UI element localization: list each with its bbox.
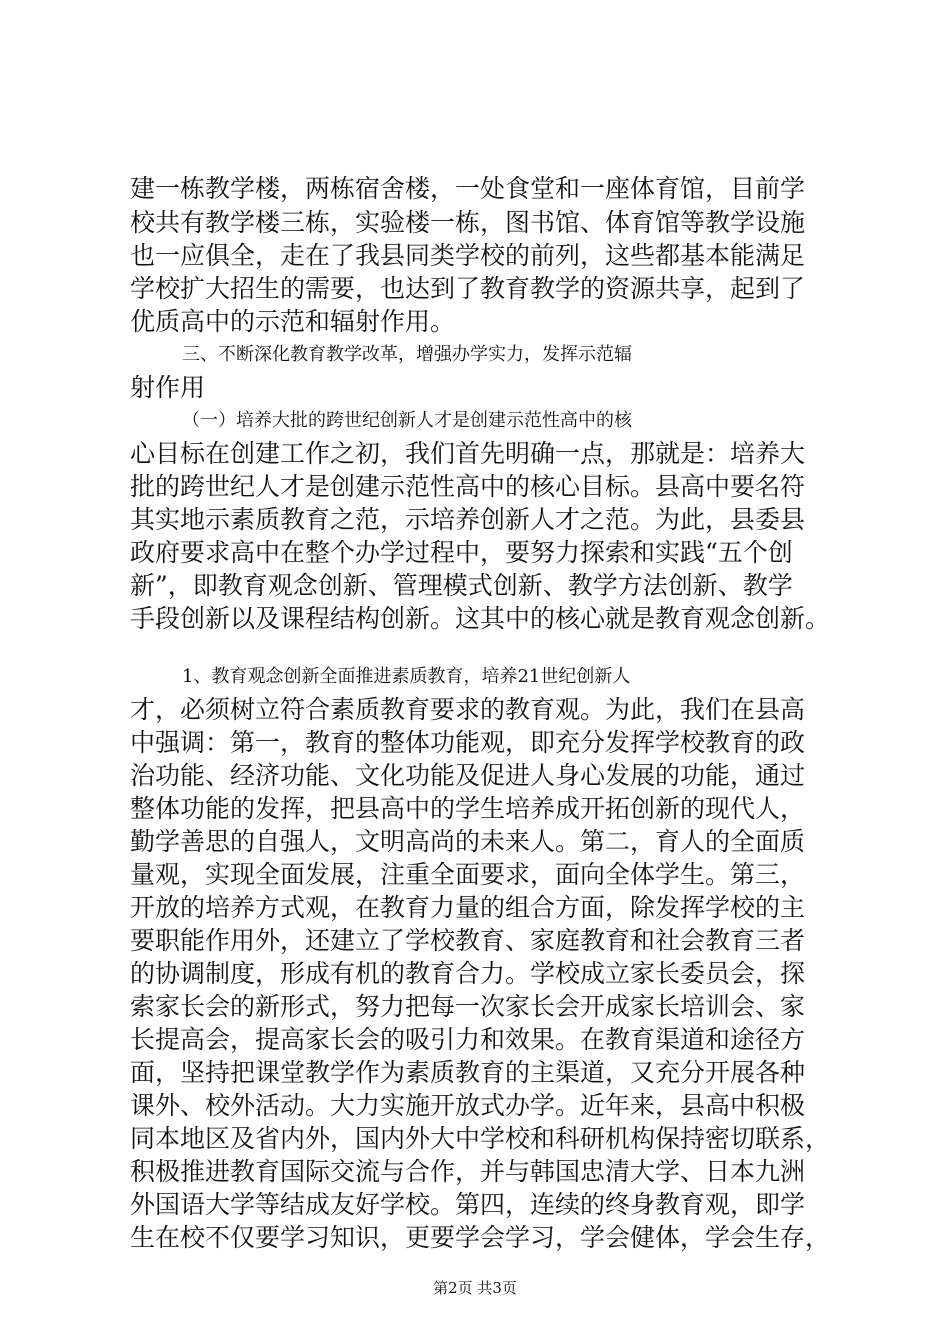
- body-line: 开放的培养方式观，在教育力量的组合方面，除发挥学校的主: [130, 893, 806, 922]
- body-line: 学校扩大招生的需要，也达到了教育教学的资源共享，起到了: [130, 274, 806, 303]
- body-line: 其实地示素质教育之范，示培养创新人才之范。为此，县委县: [130, 505, 806, 534]
- section-heading: 三、不断深化教育教学改革，增强办学实力，发挥示范辐: [182, 344, 632, 365]
- body-line: 才，必须树立符合素质教育要求的教育观。为此，我们在县高: [130, 695, 806, 724]
- body-line: 外国语大学等结成友好学校。第四，连续的终身教育观，即学: [130, 1190, 806, 1219]
- body-line: 积极推进教育国际交流与合作，并与韩国忠清大学、日本九洲: [130, 1157, 806, 1186]
- body-line: 也一应俱全，走在了我县同类学校的前列，这些都基本能满足: [130, 241, 806, 270]
- body-line: 生在校不仅要学习知识，更要学会学习，学会健体，学会生存，: [130, 1223, 831, 1252]
- body-line: 校共有教学楼三栋，实验楼一栋，图书馆、体育馆等教学设施: [130, 208, 806, 237]
- body-line: 勤学善思的自强人，文明高尚的未来人。第二，育人的全面质: [130, 827, 806, 856]
- body-line: 的协调制度，形成有机的教育合力。学校成立家长委员会，探: [130, 959, 806, 988]
- body-line: 索家长会的新形式，努力把每一次家长会开成家长培训会、家: [130, 992, 806, 1021]
- body-line: 手段创新以及课程结构创新。这其中的核心就是教育观念创新。: [130, 604, 831, 633]
- body-line: 心目标在创建工作之初，我们首先明确一点，那就是：培养大: [130, 439, 806, 468]
- body-line: 面，坚持把课堂教学作为素质教育的主渠道，又充分开展各种: [130, 1058, 806, 1087]
- body-line: 新”，即教育观念创新、管理模式创新、教学方法创新、教学: [130, 571, 793, 600]
- body-line: 课外、校外活动。大力实施开放式办学。近年来，县高中积极: [130, 1091, 806, 1120]
- paragraph-heading: 1、教育观念创新全面推进素质教育，培养21世纪创新人: [182, 666, 631, 687]
- body-line: 同本地区及省内外，国内外大中学校和科研机构保持密切联系，: [130, 1124, 831, 1153]
- body-line: 量观，实现全面发展，注重全面要求，面向全体学生。第三，: [130, 860, 806, 889]
- body-line: 整体功能的发挥，把县高中的学生培养成开拓创新的现代人，: [130, 794, 806, 823]
- body-line: 批的跨世纪人才是创建示范性高中的核心目标。县高中要名符: [130, 472, 806, 501]
- page-footer: 第2页 共3页: [433, 1279, 517, 1297]
- subsection-heading: （一）培养大批的跨世纪创新人才是创建示范性高中的核: [182, 410, 632, 431]
- section-heading-cont: 射作用: [130, 373, 206, 402]
- body-line: 治功能、经济功能、文化功能及促进人身心发展的功能，通过: [130, 761, 806, 790]
- body-line: 中强调：第一，教育的整体功能观，即充分发挥学校教育的政: [130, 728, 806, 757]
- body-line: 建一栋教学楼，两栋宿舍楼，一处食堂和一座体育馆，目前学: [130, 174, 806, 203]
- body-line: 优质高中的示范和辐射作用。: [130, 307, 456, 336]
- body-line: 要职能作用外，还建立了学校教育、家庭教育和社会教育三者: [130, 926, 806, 955]
- body-line: 长提高会，提高家长会的吸引力和效果。在教育渠道和途径方: [130, 1025, 806, 1054]
- body-line: 政府要求高中在整个办学过程中，要努力探索和实践“五个创: [130, 538, 793, 567]
